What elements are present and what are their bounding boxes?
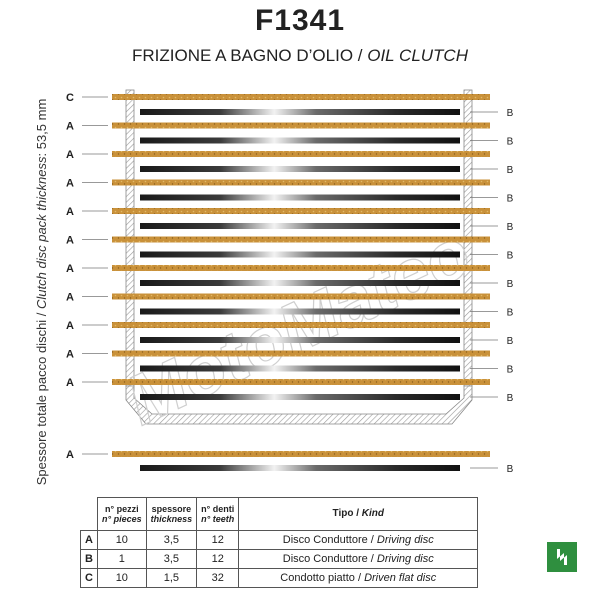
row-kind-it: Condotto piatto / xyxy=(280,572,365,584)
row-key: B xyxy=(81,550,98,569)
row-thickness: 3,5 xyxy=(146,550,197,569)
steel-plate xyxy=(140,252,460,258)
left-label: A xyxy=(66,377,74,389)
friction-disc xyxy=(112,237,490,243)
header-kind-en: Kind xyxy=(361,508,384,519)
right-label: B xyxy=(506,393,514,404)
left-label: A xyxy=(66,234,74,247)
left-label: A xyxy=(66,320,74,332)
header-thickness-en: thickness xyxy=(150,514,193,524)
spec-table xyxy=(80,497,478,588)
left-label: A xyxy=(66,149,74,161)
header-teeth xyxy=(197,498,239,531)
right-label: B xyxy=(506,108,514,119)
row-kind-en: Driven flat disc xyxy=(364,572,437,584)
steel-plate xyxy=(140,223,460,229)
steel-plate xyxy=(140,366,460,372)
left-label: A xyxy=(66,449,74,461)
row-teeth: 12 xyxy=(197,550,239,569)
table-header-row xyxy=(81,498,478,531)
header-teeth-it: n° denti xyxy=(201,504,235,514)
friction-disc xyxy=(112,94,490,100)
subtitle-separator: / xyxy=(353,46,368,65)
row-pieces: 1 xyxy=(98,550,147,569)
left-label: A xyxy=(66,263,74,275)
left-label: A xyxy=(66,120,74,133)
right-label: B xyxy=(506,279,514,290)
table-row xyxy=(81,569,478,588)
row-kind xyxy=(239,550,478,569)
friction-disc xyxy=(112,379,490,385)
row-pieces: 10 xyxy=(98,569,147,588)
friction-disc xyxy=(112,151,490,157)
steel-plate xyxy=(140,394,460,400)
header-pieces xyxy=(98,498,147,531)
steel-plate xyxy=(140,138,460,144)
right-label: B xyxy=(506,364,514,376)
brand-logo xyxy=(547,542,577,572)
side-label-it: Spessore totale pacco dischi / xyxy=(34,308,49,486)
header-kind-it: Tipo / xyxy=(332,508,362,519)
row-teeth: 12 xyxy=(197,531,239,550)
header-pieces-en: n° pieces xyxy=(102,514,142,524)
right-label: B xyxy=(506,165,514,176)
row-kind-en: Driving disc xyxy=(376,534,434,546)
row-kind-it: Disco Conduttore / xyxy=(282,534,377,546)
left-label: A xyxy=(66,206,74,218)
left-label: A xyxy=(66,177,74,190)
page-title: F1341 xyxy=(254,4,346,37)
steel-plate xyxy=(140,465,460,471)
steel-plate xyxy=(140,195,460,201)
friction-disc xyxy=(112,294,490,300)
row-teeth: 32 xyxy=(197,569,239,588)
side-label-value: : 53,5 mm xyxy=(34,98,49,157)
header-thickness xyxy=(146,498,197,531)
steel-plate xyxy=(140,109,460,115)
left-label: A xyxy=(66,291,74,304)
friction-disc xyxy=(112,265,490,271)
right-label: B xyxy=(506,136,514,148)
right-label: B xyxy=(506,193,514,205)
lightning-icon xyxy=(547,542,577,572)
row-key: C xyxy=(81,569,98,588)
header-pieces-it: n° pezzi xyxy=(105,504,139,514)
side-label-en: Clutch disc pack thickness xyxy=(34,156,49,309)
friction-disc xyxy=(112,322,490,328)
left-label: C xyxy=(66,92,74,104)
right-label: B xyxy=(506,464,514,475)
row-kind-en: Driving disc xyxy=(376,553,434,565)
row-thickness: 3,5 xyxy=(146,531,197,550)
friction-disc xyxy=(112,351,490,357)
subtitle-en: OIL CLUTCH xyxy=(367,46,468,65)
left-label: A xyxy=(66,348,74,361)
header-thickness-it: spessore xyxy=(151,504,192,514)
row-kind xyxy=(239,569,478,588)
steel-plate xyxy=(140,309,460,315)
steel-plate xyxy=(140,166,460,172)
table-row xyxy=(81,531,478,550)
header-teeth-en: n° teeth xyxy=(201,514,235,524)
row-kind xyxy=(239,531,478,550)
steel-plate xyxy=(140,280,460,286)
subtitle-it: FRIZIONE A BAGNO D’OLIO xyxy=(132,46,354,65)
friction-disc xyxy=(112,123,490,129)
row-key: A xyxy=(81,531,98,550)
friction-disc xyxy=(112,451,490,457)
steel-plate xyxy=(140,337,460,343)
table-row xyxy=(81,550,478,569)
right-label: B xyxy=(506,336,514,347)
right-label: B xyxy=(506,250,514,262)
row-pieces: 10 xyxy=(98,531,147,550)
right-label: B xyxy=(506,222,514,233)
header-kind xyxy=(239,498,478,531)
table-corner xyxy=(81,498,98,531)
row-kind-it: Disco Conduttore / xyxy=(282,553,377,565)
friction-disc xyxy=(112,208,490,214)
right-label: B xyxy=(506,307,514,319)
row-thickness: 1,5 xyxy=(146,569,197,588)
friction-disc xyxy=(112,180,490,186)
